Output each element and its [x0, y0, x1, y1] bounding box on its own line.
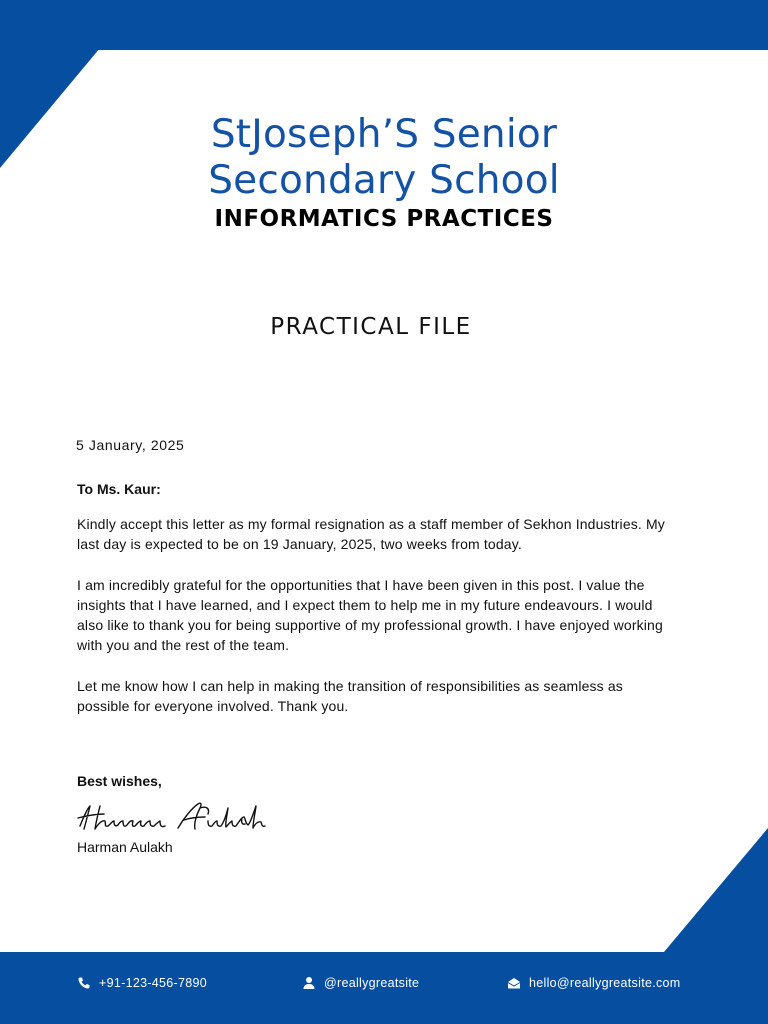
- body-paragraph: Kindly accept this letter as my formal resignation as a staff member of Sekhon Industries. My last day is expected to be on 19 January, 2025, two weeks from today.: [77, 516, 665, 553]
- email-address[interactable]: hello@reallygreatsite.com: [529, 976, 681, 990]
- user-icon: [302, 976, 316, 990]
- social-handle[interactable]: @reallygreatsite: [324, 976, 420, 990]
- subject-title: INFORMATICS PRACTICES: [214, 206, 554, 232]
- closing-line: Best wishes,: [77, 773, 162, 789]
- contact-email: [507, 976, 681, 990]
- contact-social: [302, 976, 419, 990]
- salutation: To Ms. Kaur:: [77, 481, 161, 497]
- letter-body: [77, 514, 677, 736]
- school-name-line-1: StJoseph’S Senior: [210, 112, 558, 157]
- body-paragraph: I am incredibly grateful for the opportunities that I have been given in this post. I value the insights that I have learned, and I expect them to help me in my future endeavours. I would also like to thank you for being supportive of my professional growth. I have enjoyed working with you and the rest of the team.: [77, 576, 663, 654]
- phone-number[interactable]: +91-123-456-7890: [99, 976, 208, 990]
- signature: [74, 796, 284, 840]
- envelope-icon: [507, 976, 521, 990]
- school-name-line-2: Secondary School: [208, 158, 560, 203]
- signer-name: Harman Aulakh: [77, 839, 173, 855]
- contact-phone: [77, 976, 207, 990]
- letter-date: 5 January, 2025: [76, 437, 185, 453]
- header-band: [0, 0, 768, 50]
- phone-icon: [77, 976, 91, 990]
- document-title: PRACTICAL FILE: [270, 314, 472, 340]
- school-name: [0, 112, 768, 204]
- body-paragraph: Let me know how I can help in making the transition of responsibilities as seamless as possible for everyone involved. Thank you.: [77, 677, 623, 715]
